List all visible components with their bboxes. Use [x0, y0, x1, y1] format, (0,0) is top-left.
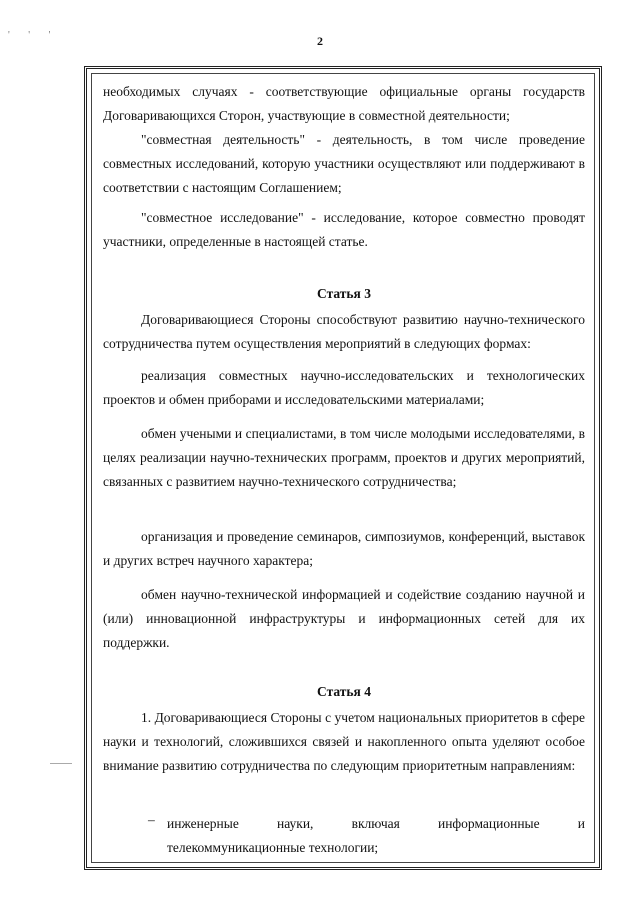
- article-3-title: Статья 3: [317, 286, 371, 301]
- scan-specks: ' ' ': [8, 30, 59, 41]
- article-3-form-2: обмен учеными и специалистами, в том числе молодыми исследователями, в целях реализации научно-технических программ, проектов и других мероприятий, связанных с развитием научно-технического сотрудничества;: [103, 426, 585, 489]
- article-3-intro: Договаривающиеся Стороны способствуют развитию научно-технического сотрудничества путем осуществления мероприятий в следующих формах:: [103, 312, 585, 351]
- article-4-title: Статья 4: [317, 684, 371, 699]
- paragraph-continuation: необходимых случаях - соответствующие официальные органы государств Договаривающихся Сторон, участвующие в совместной деятельности;: [103, 84, 585, 123]
- article-4-paragraph-1: 1. Договаривающиеся Стороны с учетом национальных приоритетов в сфере науки и технологий, сложившихся связей и накопленного опыта уделяют особое внимание развитию сотрудничества по следующим приоритетным направлениям:: [103, 710, 585, 773]
- page-number: 2: [317, 34, 323, 48]
- definition-joint-research: "совместное исследование" - исследование, которое совместно проводят участники, определенные в настоящей статье.: [103, 210, 585, 249]
- article-3-form-1: реализация совместных научно-исследовательских и технологических проектов и обмен приборами и исследовательскими материалами;: [103, 368, 585, 407]
- margin-mark: [50, 763, 72, 764]
- article-3-form-4: обмен научно-технической информацией и содействие созданию научной и (или) инновационной инфраструктуры и информационных сетей для их поддержки.: [103, 587, 585, 650]
- definition-joint-activity: "совместная деятельность" - деятельность, в том числе проведение совместных исследований, которую участники осуществляют или поддерживают в соответствии с настоящим Соглашением;: [103, 132, 585, 195]
- article-3-form-3: организация и проведение семинаров, симпозиумов, конференций, выставок и других встреч научного характера;: [103, 529, 585, 568]
- list-dash-marker: –: [148, 812, 155, 827]
- article-4-priority-1: инженерные науки, включая информационные и телекоммуникационные технологии;: [167, 816, 585, 855]
